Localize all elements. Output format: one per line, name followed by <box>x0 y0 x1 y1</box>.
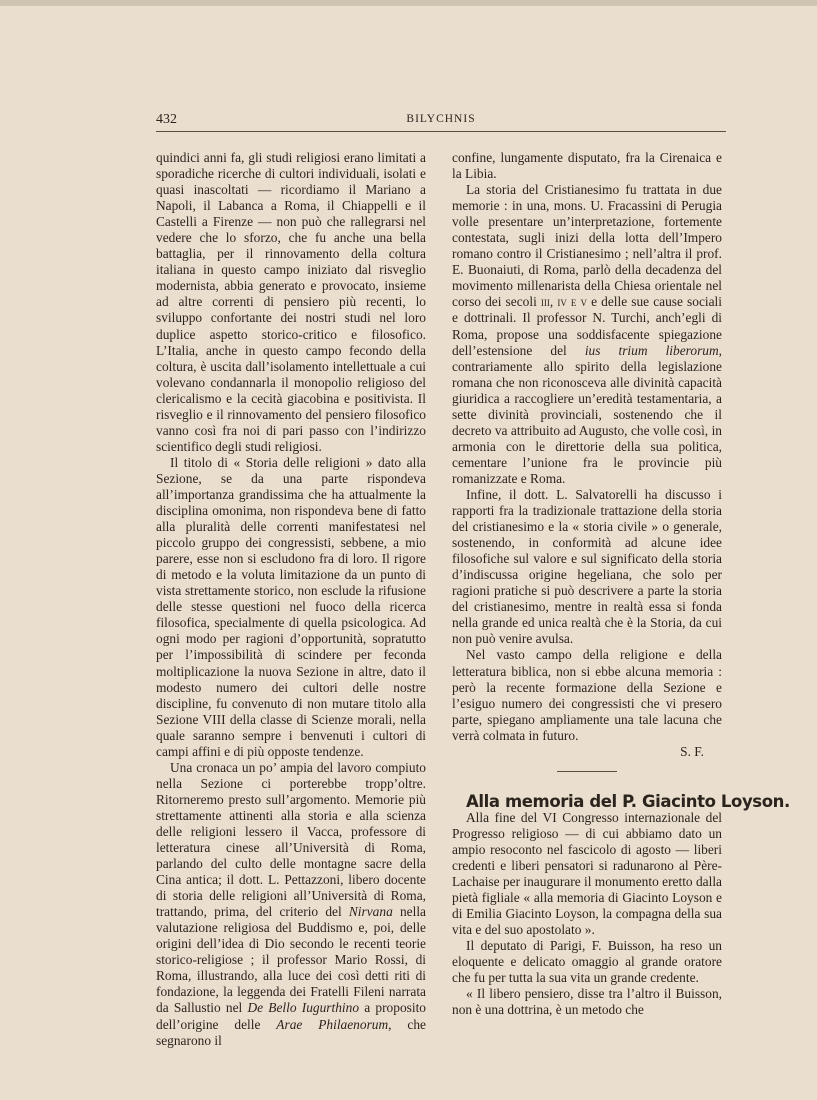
paragraph: Il titolo di « Storia delle religioni » dato alla Sezione, se da una parte rispondeva all’importanza grandissima che ha attualmente la disciplina omonima, non rispondeva bene di fatto alla pluralità delle correnti manifestatesi nel piccolo gruppo dei congressisti, sebbene, a mio parere, esse non si escludono fra di loro. Il rigore di metodo e la voluta limitazione da un punto di vista strettamente storico, non esclude la rifusione delle stesse questioni nel fuoco della ricerca filosofica, specialmente di quella psicologica. Ad ogni modo per ragioni d’opportunità, sopratutto per l’impossibilità di scindere per feconda moltiplicazione la nuova Sezione in altre, dato il modesto numero dei cultori delle nostre discipline, fu convenuto di non mutare titolo alla Sezione VIII della classe di Scienze morali, nella quale saranno sempre i benvenuti i cultori di campi affini e di più opposte tendenze. <box>156 454 426 759</box>
paragraph: Infine, il dott. L. Salvatorelli ha discusso i rapporti fra la tradizionale trattazione della storia del cristianesimo e la « storia civile » o generale, sostenendo, in conformità ad alcune idee filosofiche sul valore e sul significato della storia d’indiscussa origine hegeliana, che solo per ragioni pratiche si può descrivere a parte la storia del cristianesimo, mentre in realtà essa si fonda nella grande ed unica realtà che è la Storia, da cui non può venire avulsa. <box>452 486 722 647</box>
text-run: , contrariamente allo spirito della legislazione romana che non riconosceva alle divinità capacità giuridica a raccogliere un’eredità testamentaria, a sette divinità provinciali, sostenendo che il decreto va attribuito ad Augusto, che volle così, in armonia con le direttorie della sua politica, cementare l’unione fra le provincie più romanizzate e Roma. <box>452 342 723 486</box>
text-run: nella valutazione religiosa del Buddismo e, poi, delle origini dell’idea di Dio secondo le recenti teorie storico-religiose ; il professor Mario Rossi, di Roma, illustrando, alla luce dei così detti riti di fondazione, la leggenda dei Fratelli Fileni narrata da Sallustio nel <box>156 904 426 1016</box>
text-run: a proposito dell’origine delle <box>156 1000 426 1032</box>
paragraph: Nel vasto campo della religione e della letteratura biblica, non si ebbe alcuna memoria : però la recente formazione della Sezione e l’esiguo numero dei congressisti che vi presero parte, spiegano ampliamente una tale lacuna che verrà colmata in futuro. <box>452 647 722 743</box>
paragraph <box>452 182 722 487</box>
page-top-edge <box>0 0 817 6</box>
text-run: e delle sue cause sociali e dottrinali. Il professor N. Turchi, anch’egli di Roma, propose una soddisfacente spiegazione dell’estensione del <box>452 294 722 358</box>
text-run: Una cronaca un po’ ampia del lavoro compiuto nella Sezione ci porterebbe tropp’oltre. Ritorneremo presto sull’argomento. Memorie più strettamente attinenti alla storia e alla scienza delle religioni lessero il Vacca, professore di letteratura cinese all’Università di Roma, parlando del culto delle montagne sacre della Cina antica; il dott. L. Pettazzoni, libero docente di storia delle religioni all’Università di Roma, trattando, prima, del criterio del <box>156 759 426 920</box>
left-column <box>156 150 426 1049</box>
paragraph: quindici anni fa, gli studi religiosi erano limitati a sporadiche ricerche di cultori individuali, isolati e quasi inascoltati — ricordiamo il Mariano a Napoli, il Labanca a Roma, il Chiappelli e il Castelli a Firenze — non può che rallegrarsi nel vedere che lo sforzo, che fu anche una bella battaglia, per il rinnovamento della coltura italiana in questo campo iniziato dal risveglio modernista, abbia generato e provocato, insieme ad altre correnti di pensiero più recenti, lo sviluppo confortante dei nostri studi nel loro duplice aspetto storico-critico e filosofico. L’Italia, anche in questo campo fecondo della coltura, è uscita dall’isolamento intellettuale a cui volevano condannarla il monopolio religioso del clericalismo e la cecità giacobina e positivista. Il risveglio e il rinnovamento del pensiero filosofico vanno così fra noi di pari passo con l’indirizzo scientifico degli studi religiosi. <box>156 150 426 454</box>
header-rule <box>156 131 726 132</box>
italic-term: ius trium liberorum <box>584 342 719 358</box>
italic-term: Nirvana <box>348 904 393 920</box>
paragraph: « Il libero pensiero, disse tra l’altro il Buisson, non è una dottrina, è un metodo che <box>452 986 722 1018</box>
paragraph <box>156 760 426 1049</box>
roman-numerals: iii, iv e v <box>540 294 588 310</box>
running-title: BILYCHNIS <box>406 113 476 125</box>
italic-title: De Bello Iugurthino <box>247 1000 360 1016</box>
right-column <box>452 150 790 1018</box>
paragraph: Alla fine del VI Congresso internazionale del Progresso religioso — di cui abbiamo dato un ampio resoconto nel fascicolo di agosto — liberi credenti e liberi pensatori si radunarono al Père-Lachaise per inaugurare il monumento eretto dalla pietà figliale « alla memoria di Giacinto Loyson e di Emilia Giacinto Loyson, la compagna della sua vita e del suo apostolato ». <box>452 809 722 938</box>
text-run: , che segnarono il <box>156 1016 426 1048</box>
section-separator <box>557 771 617 772</box>
page-number: 432 <box>156 112 177 127</box>
signature: S. F. <box>680 743 704 759</box>
paragraph: confine, lungamente disputato, fra la Cirenaica e la Libia. <box>452 150 722 182</box>
paragraph: Il deputato di Parigi, F. Buisson, ha reso un eloquente e delicato omaggio al grande oratore che fu per tutta la sua vita un grande credente. <box>452 938 722 986</box>
section-title: Alla memoria del P. Giacinto Loyson. <box>466 791 790 811</box>
italic-term: Arae Philaenorum <box>276 1016 389 1032</box>
text-run: La storia del Cristianesimo fu trattata in due memorie : in una, mons. U. Fracassini di Perugia volle presentare un’interpretazione, fortemente contestata, sugli inizi della lotta dell’Impero romano contro il Cristianesimo ; nell’altra il prof. E. Buonaiuti, di Roma, parlò della decadenza del movimento millenarista della Chiesa orientale nel corso dei secoli <box>452 182 722 310</box>
